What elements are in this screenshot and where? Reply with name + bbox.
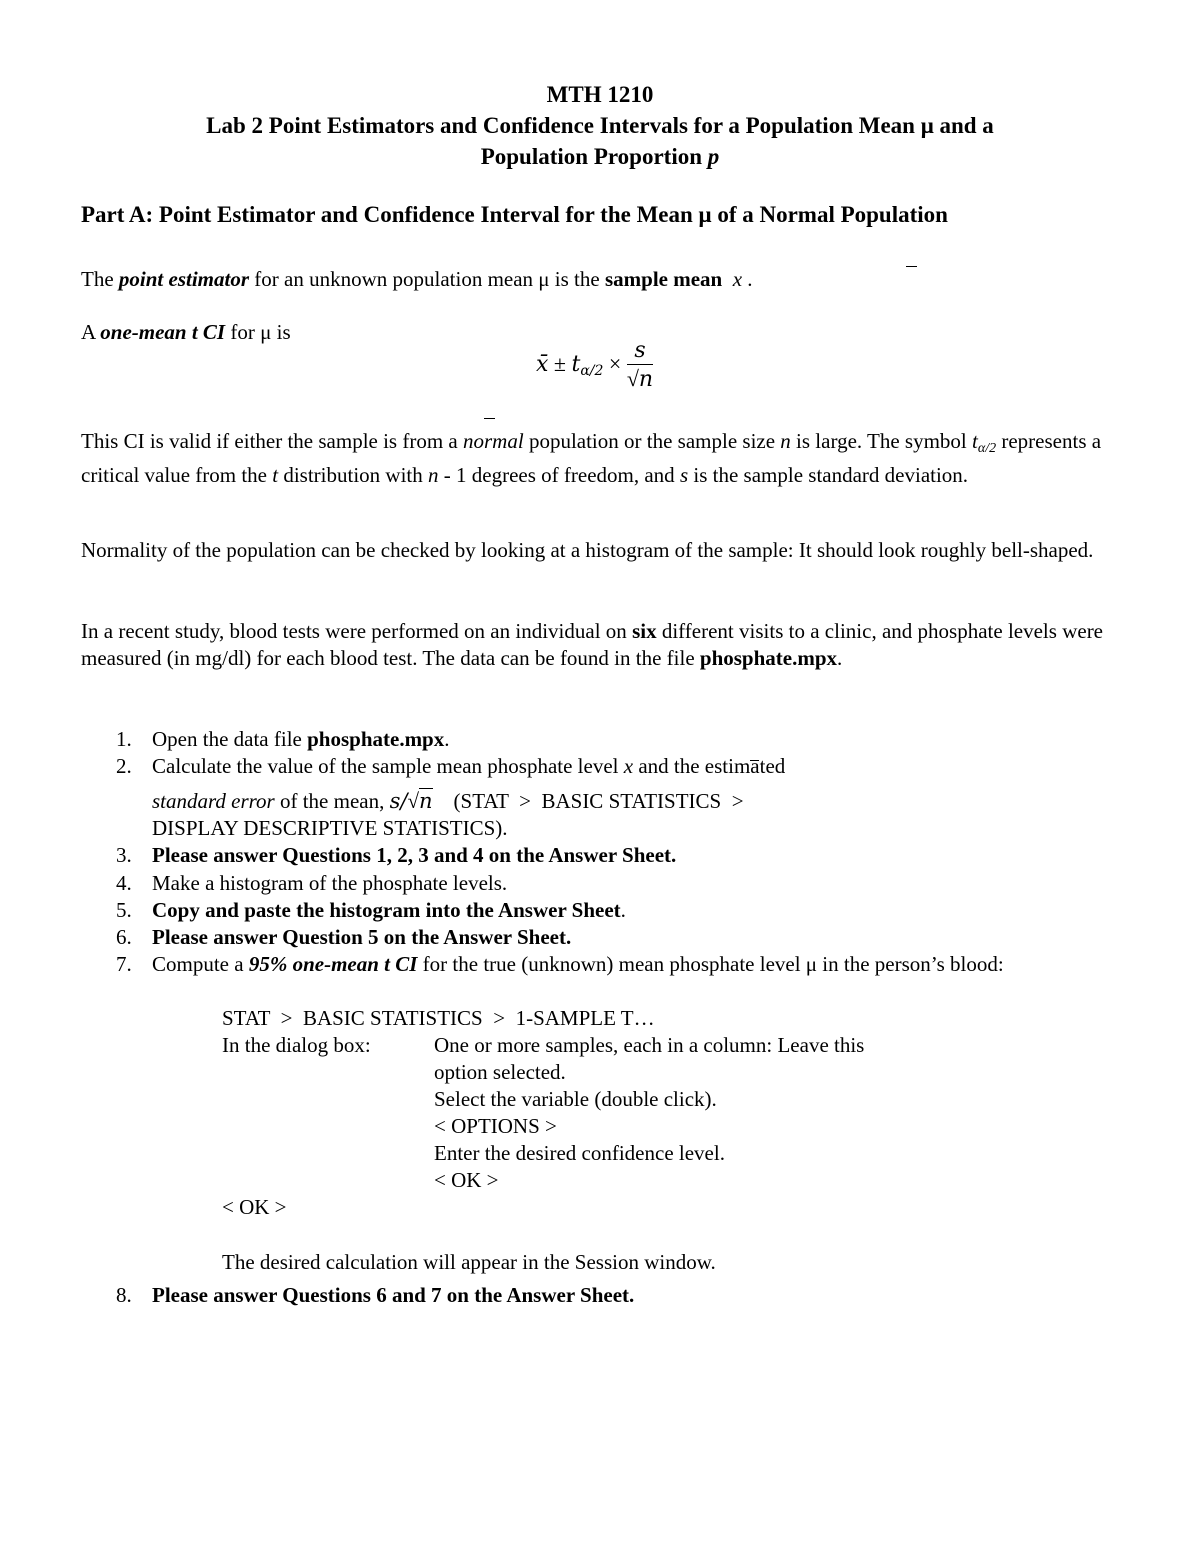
- step-2-line-3: DISPLAY DESCRIPTIVE STATISTICS).: [152, 816, 508, 840]
- part-a-heading: Part A: Point Estimator and Confidence Interval for the Mean μ of a Normal Population: [81, 202, 948, 227]
- point-estimator-sentence: The point estimator for an unknown population mean μ is the sample mean x .: [81, 267, 753, 291]
- s-over-root-n: $\frac{s}{√n}$: [626, 338, 654, 392]
- dialog-line-1: One or more samples, each in a column: Leave this: [434, 1033, 865, 1057]
- step-8-number: 8.: [116, 1283, 132, 1307]
- step-6-number: 6.: [116, 925, 132, 949]
- study-paragraph: In a recent study, blood tests were performed on an individual on six different visits to a clinic, and phosphate levels were measured (in mg/dl) for each blood test. The data can be found in the file phosphate.mpx.: [81, 619, 1104, 670]
- dialog-line-5: Enter the desired confidence level.: [434, 1141, 725, 1165]
- xbar-overline-mark-2: [750, 760, 759, 761]
- step-1-number: 1.: [116, 727, 132, 751]
- validity-paragraph: This CI is valid if either the sample is from a normal population or the sample size n is large. The symbol $t_{\alpha/2}$ represents a critical value from the t distribution with n - 1 degrees of freedom, and s is the sample standard deviation.: [81, 429, 1102, 487]
- session-note: The desired calculation will appear in the Session window.: [222, 1250, 716, 1274]
- step-1: Open the data file phosphate.mpx.: [152, 727, 450, 751]
- step-6: Please answer Question 5 on the Answer Sheet.: [152, 925, 572, 949]
- dialog-label: In the dialog box:: [222, 1033, 371, 1057]
- stray-bar-mark: [484, 418, 495, 419]
- step-3-number: 3.: [116, 843, 132, 867]
- ci-intro: A one-mean t CI for μ is: [81, 320, 291, 344]
- dialog-line-3: Select the variable (double click).: [434, 1087, 717, 1111]
- lab-title-line-2: Population Proportion p: [480, 144, 720, 169]
- step-5: Copy and paste the histogram into the Answer Sheet.: [152, 898, 626, 922]
- dialog-ok: < OK >: [222, 1195, 287, 1219]
- menu-path: STAT > BASIC STATISTICS > 1-SAMPLE T…: [222, 1006, 655, 1030]
- dialog-line-2: option selected.: [434, 1060, 566, 1084]
- step-7: Compute a 95% one-mean t CI for the true (unknown) mean phosphate level μ in the person’s blood:: [152, 952, 1004, 976]
- step-7-number: 7.: [116, 952, 132, 976]
- xbar-overline-mark: [906, 266, 917, 267]
- step-2-line-2: standard error of the mean, s/√n (STAT > BASIC STATISTICS >: [152, 789, 744, 813]
- step-4-number: 4.: [116, 871, 132, 895]
- step-3: Please answer Questions 1, 2, 3 and 4 on the Answer Sheet.: [152, 843, 677, 867]
- normality-paragraph: Normality of the population can be checked by looking at a histogram of the sample: It should look roughly bell-shaped.: [81, 538, 1094, 562]
- course-code: MTH 1210: [546, 82, 654, 107]
- dialog-line-4: < OPTIONS >: [434, 1114, 557, 1138]
- dialog-line-6: < OK >: [434, 1168, 499, 1192]
- step-4: Make a histogram of the phosphate levels.: [152, 871, 508, 895]
- step-8: Please answer Questions 6 and 7 on the Answer Sheet.: [152, 1283, 635, 1307]
- step-2-line-1: Calculate the value of the sample mean phosphate level x and the estimated: [152, 754, 786, 778]
- lab-title-line-1: Lab 2 Point Estimators and Confidence Intervals for a Population Mean μ and a: [206, 113, 994, 138]
- ci-formula: x̄ ± $t_{\alpha/2}$ × $\frac{s}{√n}$: [536, 338, 654, 392]
- step-5-number: 5.: [116, 898, 132, 922]
- step-2-number: 2.: [116, 754, 132, 778]
